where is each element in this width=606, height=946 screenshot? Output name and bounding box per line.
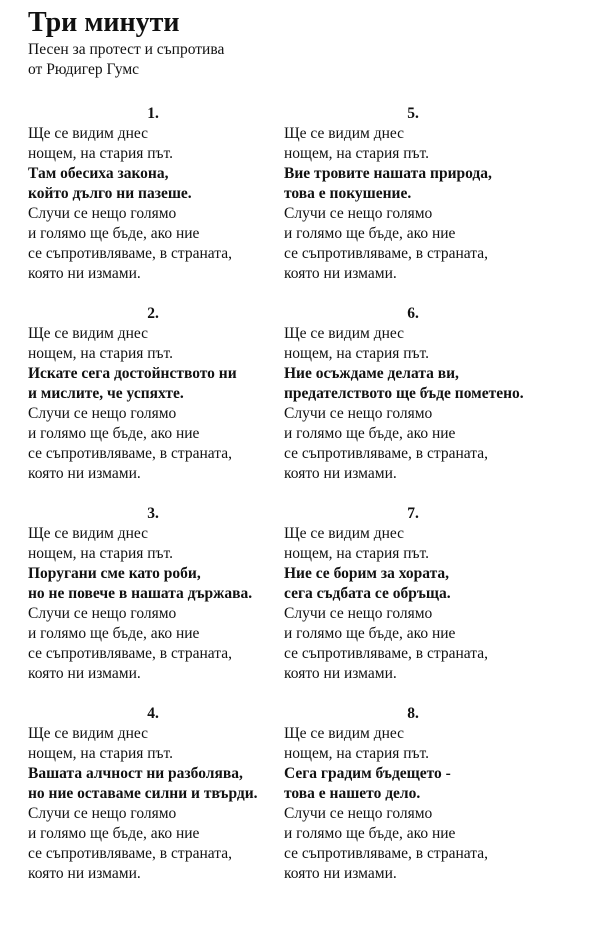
- subtitle-line: Песен за протест и съпротива: [28, 41, 225, 58]
- song-subtitle: [28, 40, 224, 80]
- refrain-line: и голямо ще бъде, ако ние: [284, 625, 456, 642]
- refrain-line: и голямо ще бъде, ако ние: [28, 825, 200, 842]
- verse-line: който дълго ни пазеше.: [28, 185, 192, 202]
- stanza-3: [28, 504, 278, 704]
- refrain-line: която ни измами.: [284, 265, 397, 282]
- verse-line: Вие тровите нашата природа,: [284, 165, 492, 182]
- refrain-line: Случи се нещо голямо: [28, 205, 177, 222]
- verse-line: Вашата алчност ни разболява,: [28, 765, 243, 782]
- stanza-4: [28, 704, 278, 904]
- verse-line: но ние оставаме силни и твърди.: [28, 785, 258, 802]
- refrain-line: която ни измами.: [28, 665, 141, 682]
- refrain-line: нощем, на стария път.: [284, 145, 430, 162]
- refrain-line: и голямо ще бъде, ако ние: [284, 425, 456, 442]
- verse-line: предателството ще бъде пометено.: [284, 385, 524, 402]
- stanza-number: 3.: [147, 505, 159, 522]
- refrain-line: нощем, на стария път.: [284, 545, 430, 562]
- refrain-line: и голямо ще бъде, ако ние: [28, 425, 200, 442]
- refrain-line: която ни измами.: [284, 865, 397, 882]
- stanza-2: [28, 304, 278, 504]
- refrain-line: нощем, на стария път.: [28, 545, 174, 562]
- verse-line: Ние осъждаме делата ви,: [284, 365, 459, 382]
- refrain-line: Ще се видим днес: [28, 325, 149, 342]
- refrain-line: Случи се нещо голямо: [284, 605, 433, 622]
- refrain-line: която ни измами.: [284, 465, 397, 482]
- refrain-line: и голямо ще бъде, ако ние: [284, 825, 456, 842]
- refrain-line: Случи се нещо голямо: [28, 805, 177, 822]
- refrain-line: Случи се нещо голямо: [284, 205, 433, 222]
- refrain-line: нощем, на стария път.: [28, 745, 174, 762]
- refrain-line: се съпротивляваме, в страната,: [28, 845, 232, 862]
- stanza-5: [284, 104, 584, 304]
- refrain-line: се съпротивляваме, в страната,: [284, 645, 488, 662]
- refrain-line: и голямо ще бъде, ако ние: [284, 225, 456, 242]
- refrain-line: която ни измами.: [28, 865, 141, 882]
- refrain-line: Ще се видим днес: [284, 725, 405, 742]
- refrain-line: нощем, на стария път.: [284, 345, 430, 362]
- refrain-line: нощем, на стария път.: [28, 145, 174, 162]
- verse-line: Поругани сме като роби,: [28, 565, 201, 582]
- refrain-line: която ни измами.: [28, 465, 141, 482]
- verse-line: това е покушение.: [284, 185, 412, 202]
- refrain-line: се съпротивляваме, в страната,: [284, 845, 488, 862]
- refrain-line: Ще се видим днес: [28, 725, 149, 742]
- refrain-line: която ни измами.: [284, 665, 397, 682]
- verse-line: Ние се борим за хората,: [284, 565, 450, 582]
- refrain-line: се съпротивляваме, в страната,: [28, 445, 232, 462]
- stanza-7: [284, 504, 584, 704]
- refrain-line: нощем, на стария път.: [28, 345, 174, 362]
- stanza-1: [28, 104, 278, 304]
- refrain-line: Ще се видим днес: [284, 525, 405, 542]
- refrain-line: която ни измами.: [28, 265, 141, 282]
- left-column: [28, 104, 278, 904]
- song-title: Три минути: [28, 7, 180, 38]
- stanza-number: 1.: [147, 105, 159, 122]
- refrain-line: нощем, на стария път.: [284, 745, 430, 762]
- stanza-number: 5.: [407, 105, 419, 122]
- verse-line: и мислите, че успяхте.: [28, 385, 184, 402]
- verse-line: но не повече в нашата държава.: [28, 585, 253, 602]
- stanza-number: 6.: [407, 305, 419, 322]
- stanza-8: [284, 704, 584, 904]
- refrain-line: се съпротивляваме, в страната,: [284, 245, 488, 262]
- refrain-line: Ще се видим днес: [284, 125, 405, 142]
- refrain-line: Случи се нещо голямо: [284, 405, 433, 422]
- refrain-line: се съпротивляваме, в страната,: [28, 645, 232, 662]
- refrain-line: и голямо ще бъде, ако ние: [28, 625, 200, 642]
- refrain-line: Случи се нещо голямо: [28, 605, 177, 622]
- verse-line: Сега градим бъдещето -: [284, 765, 451, 782]
- refrain-line: се съпротивляваме, в страната,: [28, 245, 232, 262]
- refrain-line: Случи се нещо голямо: [284, 805, 433, 822]
- refrain-line: Ще се видим днес: [284, 325, 405, 342]
- refrain-line: се съпротивляваме, в страната,: [284, 445, 488, 462]
- stanza-number: 7.: [407, 505, 419, 522]
- verse-line: Искате сега достойнството ни: [28, 365, 237, 382]
- stanza-6: [284, 304, 584, 504]
- verse-line: това е нашето дело.: [284, 785, 421, 802]
- stanza-number: 4.: [147, 705, 159, 722]
- stanza-number: 2.: [147, 305, 159, 322]
- stanza-number: 8.: [407, 705, 419, 722]
- refrain-line: Ще се видим днес: [28, 525, 149, 542]
- verse-line: сега съдбата се обръща.: [284, 585, 451, 602]
- refrain-line: Ще се видим днес: [28, 125, 149, 142]
- refrain-line: и голямо ще бъде, ако ние: [28, 225, 200, 242]
- refrain-line: Случи се нещо голямо: [28, 405, 177, 422]
- right-column: [284, 104, 584, 904]
- verse-line: Там обесиха закона,: [28, 165, 169, 182]
- author-line: от Рюдигер Гумс: [28, 61, 140, 78]
